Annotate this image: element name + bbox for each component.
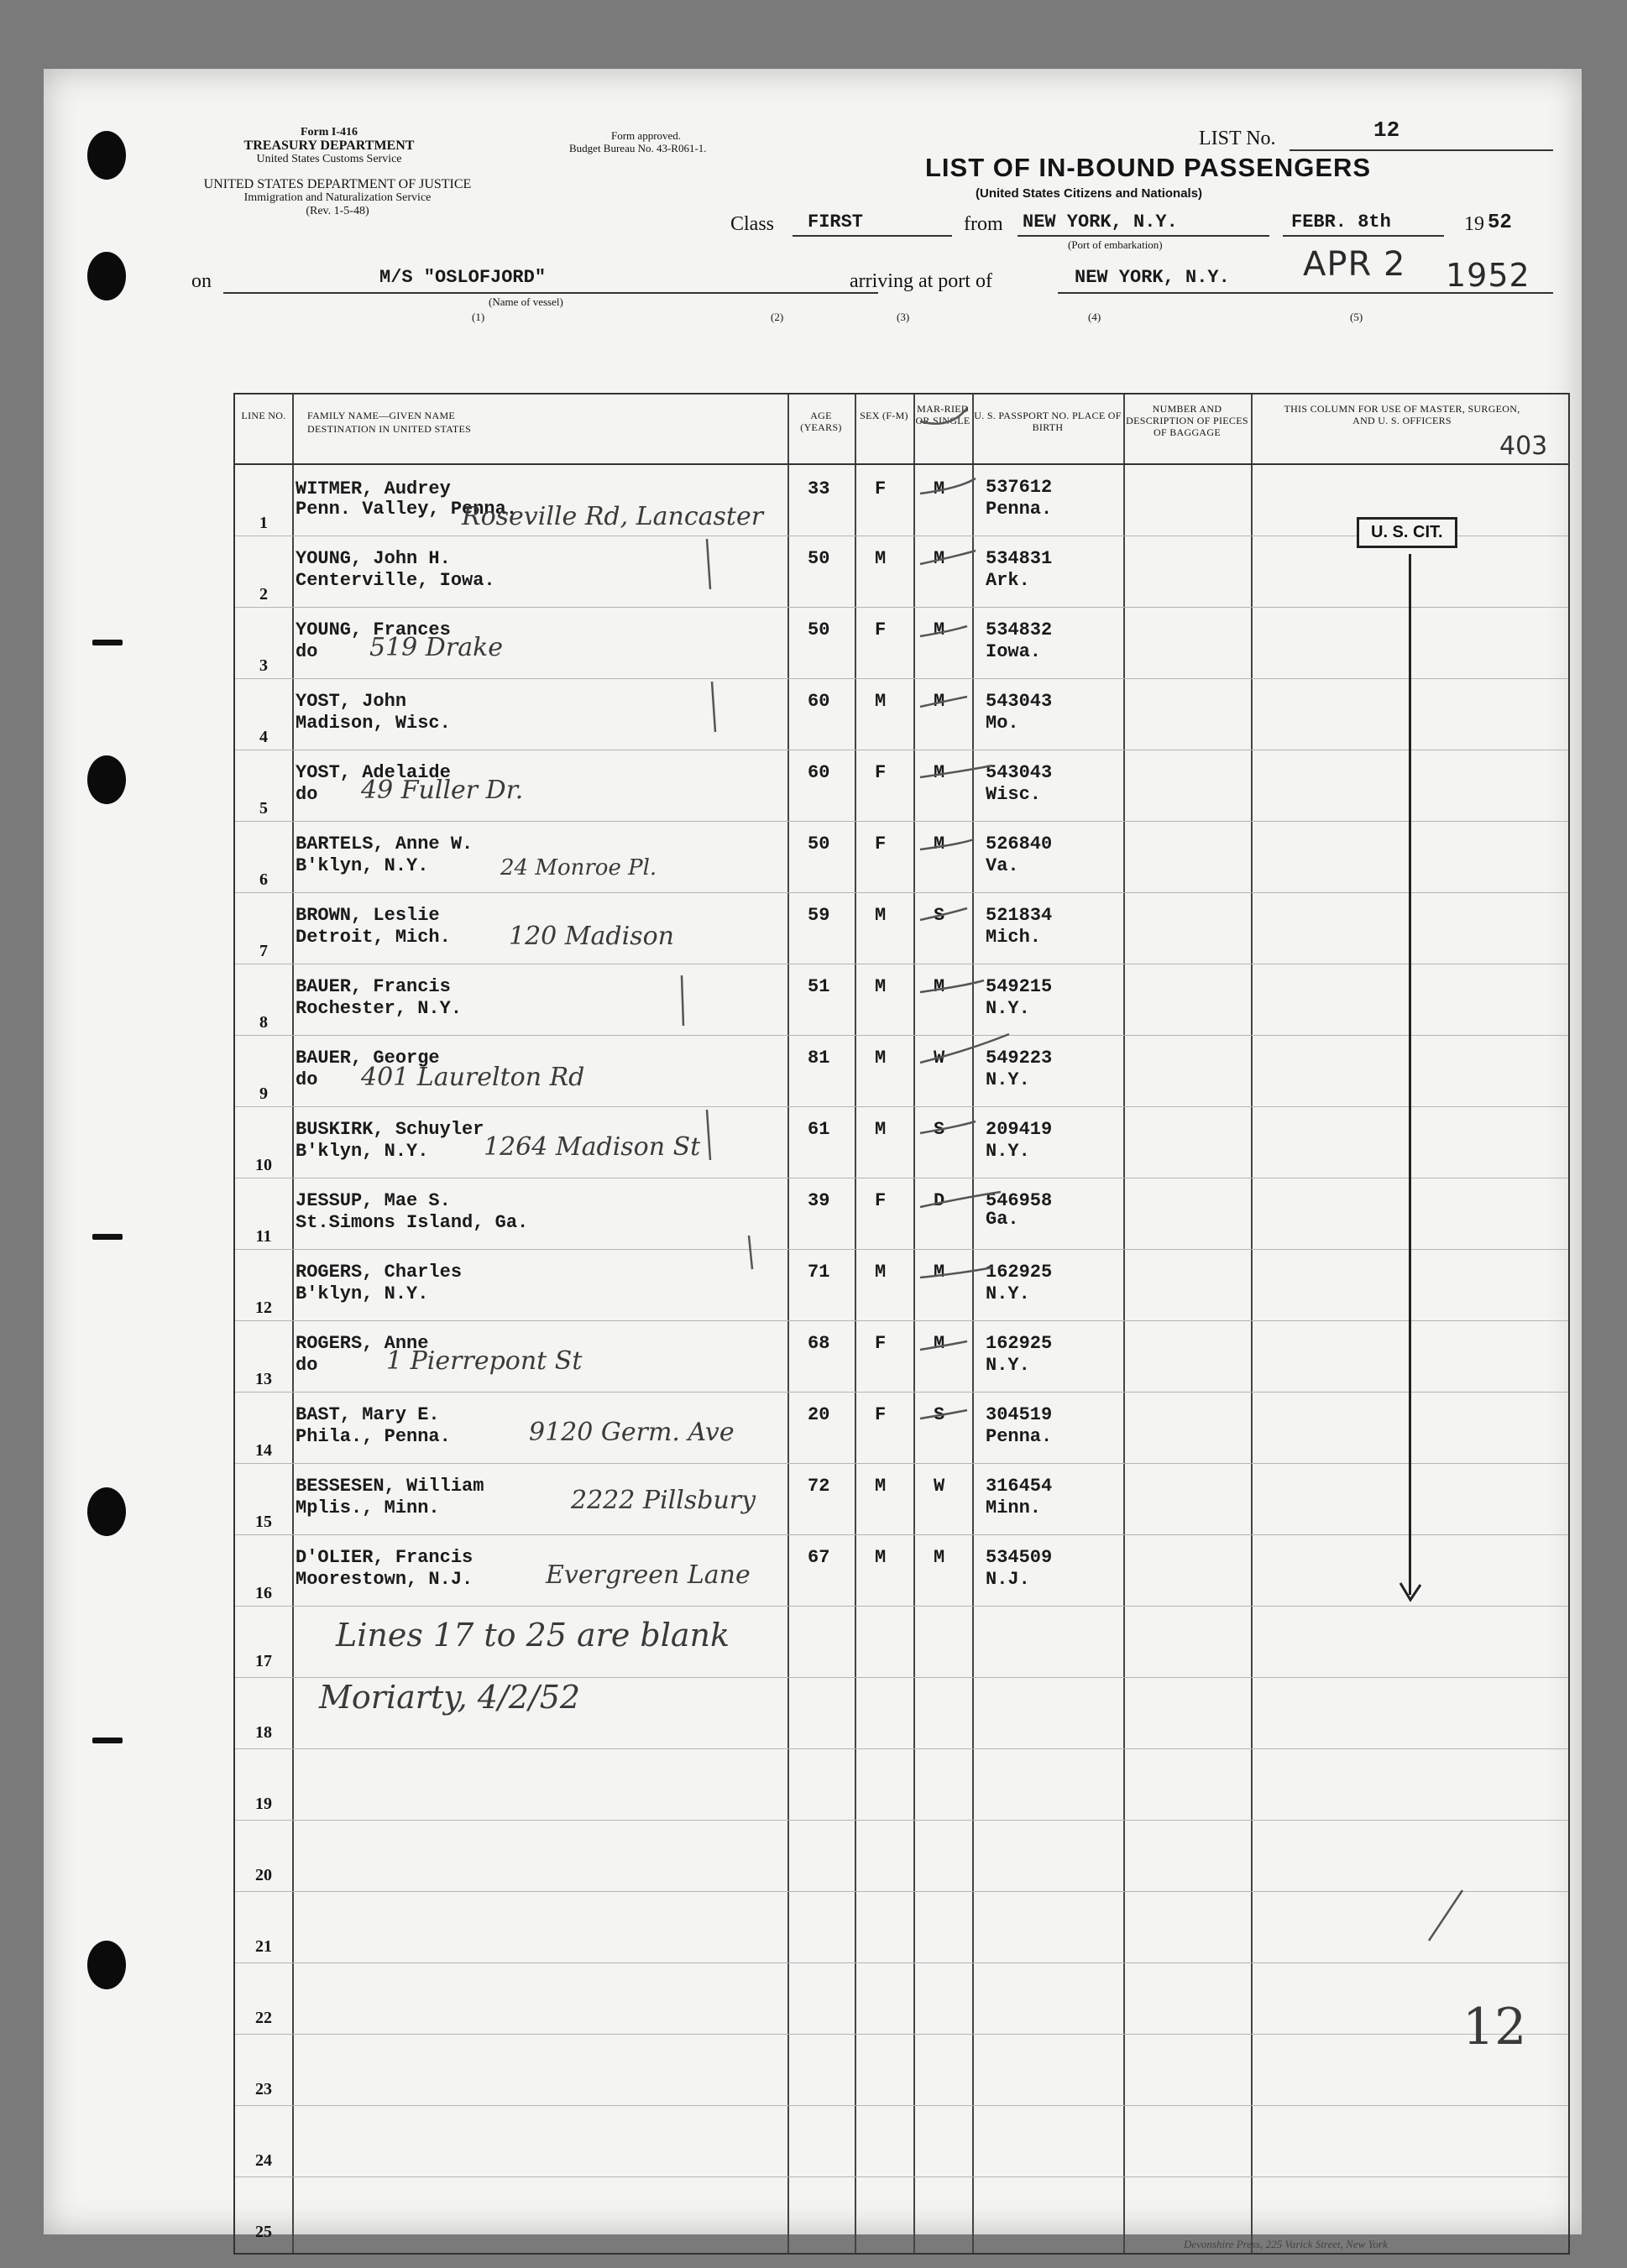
- col-head-passport: U. S. PASSPORT NO. PLACE OF BIRTH: [974, 410, 1122, 433]
- arriving-label: arriving at port of: [850, 270, 992, 292]
- passenger-destination: B'klyn, N.Y.: [296, 1283, 429, 1304]
- passenger-status: M: [934, 548, 945, 569]
- passport-number: 534832: [986, 619, 1053, 640]
- list-number: 12: [1373, 118, 1400, 143]
- line-number: 8: [259, 1013, 268, 1032]
- col-number-4: (4): [1088, 311, 1101, 323]
- birth-place: Ga.: [986, 1209, 1019, 1230]
- passenger-name: BROWN, Leslie: [296, 905, 440, 926]
- passenger-age: 51: [808, 976, 830, 997]
- passenger-name: WITMER, Audrey: [296, 478, 451, 499]
- handwritten-address: 9120 Germ. Ave: [529, 1418, 735, 1447]
- passenger-status: S: [934, 905, 945, 926]
- passport-number: 549215: [986, 976, 1053, 997]
- official-signature: Moriarty, 4/2/52: [319, 1679, 581, 1716]
- department: TREASURY DEPARTMENT: [243, 138, 415, 153]
- passenger-destination: Centerville, Iowa.: [296, 570, 495, 591]
- col-head-married: MAR-RIED OR SINGLE: [915, 403, 970, 426]
- passenger-name: YOST, John: [296, 691, 407, 712]
- passenger-sex: M: [875, 548, 887, 569]
- passenger-status: S: [934, 1404, 945, 1425]
- passenger-sex: F: [875, 834, 887, 854]
- passenger-destination: Penn. Valley, Penna.: [296, 499, 518, 520]
- passenger-status: M: [934, 834, 945, 854]
- passenger-sex: F: [875, 1190, 887, 1211]
- passenger-sex: M: [875, 1262, 887, 1283]
- passport-number: 162925: [986, 1262, 1053, 1283]
- passport-number: 543043: [986, 691, 1053, 712]
- col-number-5: (5): [1350, 311, 1363, 323]
- handwritten-address: 1264 Madison St: [484, 1132, 701, 1162]
- passenger-status: M: [934, 762, 945, 783]
- birth-place: N.Y.: [986, 1355, 1030, 1376]
- line-number: 20: [255, 1866, 272, 1884]
- document-page: [44, 69, 1582, 2250]
- passport-number: 534831: [986, 548, 1053, 569]
- birth-place: Penna.: [986, 1426, 1053, 1447]
- birth-place: N.J.: [986, 1569, 1030, 1590]
- passenger-name: BUSKIRK, Schuyler: [296, 1119, 484, 1140]
- col-head-name: FAMILY NAME—GIVEN NAME: [307, 410, 456, 421]
- from-label: from: [964, 213, 1003, 235]
- col-number-2: (2): [771, 311, 784, 323]
- handwritten-address: 1 Pierrepont St: [386, 1346, 583, 1376]
- col-head-age: AGE (YEARS): [800, 410, 842, 433]
- line-number: 4: [259, 728, 268, 746]
- passenger-name: BAST, Mary E.: [296, 1404, 440, 1425]
- port-caption: (Port of embarkation): [1068, 238, 1163, 251]
- on-label: on: [191, 270, 212, 292]
- passenger-status: W: [934, 1476, 945, 1497]
- passenger-name: YOUNG, Frances: [296, 619, 451, 640]
- line-number: 23: [255, 2080, 272, 2098]
- line-number: 19: [255, 1795, 272, 1813]
- passenger-name: BESSESEN, William: [296, 1476, 484, 1497]
- birth-place: Wisc.: [986, 784, 1042, 805]
- passenger-destination: Moorestown, N.J.: [296, 1569, 473, 1590]
- passenger-destination: St.Simons Island, Ga.: [296, 1212, 529, 1233]
- line-number: 9: [259, 1084, 268, 1103]
- col-head-line: LINE NO.: [241, 410, 286, 421]
- page-subtitle: (United States Citizens and Nationals): [976, 186, 1203, 201]
- birth-place: Va.: [986, 855, 1019, 876]
- class-value: FIRST: [808, 212, 864, 233]
- passenger-status: M: [934, 1333, 945, 1354]
- passenger-sex: M: [875, 1119, 887, 1140]
- form-approved: Form approved.: [611, 129, 682, 142]
- passenger-age: 60: [808, 691, 830, 712]
- passenger-destination: Detroit, Mich.: [296, 927, 451, 948]
- passenger-sex: M: [875, 691, 887, 712]
- page-title: LIST OF IN-BOUND PASSENGERS: [925, 153, 1372, 182]
- col-number-3: (3): [897, 311, 910, 323]
- birth-place: N.Y.: [986, 1069, 1030, 1090]
- passenger-name: JESSUP, Mae S.: [296, 1190, 451, 1211]
- year-prefix: 19: [1464, 213, 1484, 235]
- line-number: 22: [255, 2009, 272, 2027]
- passenger-status: M: [934, 1262, 945, 1283]
- handwritten-address: Evergreen Lane: [546, 1560, 751, 1590]
- passenger-destination: Phila., Penna.: [296, 1426, 451, 1447]
- passenger-name: YOUNG, John H.: [296, 548, 451, 569]
- passenger-status: M: [934, 1547, 945, 1568]
- passenger-destination: B'klyn, N.Y.: [296, 855, 429, 876]
- passport-number: 549223: [986, 1048, 1053, 1069]
- list-label: LIST No.: [1199, 128, 1276, 149]
- handwritten-address: Roseville Rd, Lancaster: [462, 502, 764, 531]
- from-value: NEW YORK, N.Y.: [1023, 212, 1178, 233]
- passenger-destination: Madison, Wisc.: [296, 713, 451, 734]
- birth-place: Penna.: [986, 499, 1053, 520]
- passport-number: 546958: [986, 1190, 1053, 1211]
- passenger-age: 71: [808, 1262, 830, 1283]
- passenger-name: BAUER, George: [296, 1048, 440, 1069]
- passport-number: 304519: [986, 1404, 1053, 1425]
- date-value: FEBR. 8th: [1291, 212, 1391, 233]
- passenger-status: M: [934, 691, 945, 712]
- passenger-age: 61: [808, 1119, 830, 1140]
- passenger-sex: F: [875, 1404, 887, 1425]
- line-number: 12: [255, 1299, 272, 1317]
- handwritten-address: 24 Monroe Pl.: [500, 855, 657, 881]
- passenger-destination: do: [296, 641, 318, 662]
- form-revision: (Rev. 1-5-48): [306, 205, 369, 217]
- line-number: 21: [255, 1937, 272, 1956]
- passenger-sex: F: [875, 1333, 887, 1354]
- handwritten-address: 2222 Pillsbury: [571, 1486, 756, 1515]
- col-head-sex: SEX (F-M): [860, 410, 908, 421]
- passenger-age: 72: [808, 1476, 830, 1497]
- birth-place: N.Y.: [986, 998, 1030, 1019]
- pencil-marks: [44, 69, 1582, 2234]
- col-head-baggage: NUMBER AND DESCRIPTION OF PIECES OF BAGGAGE: [1126, 403, 1248, 438]
- passenger-age: 59: [808, 905, 830, 926]
- printer-imprint: Devonshire Press, 225 Varick Street, New York: [1184, 2238, 1388, 2250]
- line-number: 17: [255, 1652, 272, 1670]
- line-number: 10: [255, 1156, 272, 1174]
- passenger-age: 39: [808, 1190, 830, 1211]
- arrival-port: NEW YORK, N.Y.: [1075, 267, 1230, 288]
- passenger-status: M: [934, 976, 945, 997]
- passenger-status: M: [934, 478, 945, 499]
- line-number: 25: [255, 2223, 272, 2241]
- passenger-age: 81: [808, 1048, 830, 1069]
- line-number: 15: [255, 1513, 272, 1531]
- passenger-name: BARTELS, Anne W.: [296, 834, 473, 854]
- passenger-status: W: [934, 1048, 945, 1069]
- passport-number: 521834: [986, 905, 1053, 926]
- line-number: 3: [259, 656, 268, 675]
- passenger-sex: M: [875, 1048, 887, 1069]
- vessel-name: M/S "OSLOFJORD": [379, 267, 547, 288]
- passenger-destination: do: [296, 1069, 318, 1090]
- passenger-name: ROGERS, Anne: [296, 1333, 429, 1354]
- passenger-age: 67: [808, 1547, 830, 1568]
- birth-place: Mich.: [986, 927, 1042, 948]
- passport-number: 316454: [986, 1476, 1053, 1497]
- passenger-name: YOST, Adelaide: [296, 762, 451, 783]
- handwritten-address: 401 Laurelton Rd: [361, 1063, 585, 1092]
- passenger-sex: M: [875, 976, 887, 997]
- passenger-age: 50: [808, 548, 830, 569]
- col-head-officers: THIS COLUMN FOR USE OF MASTER, SURGEON, AND U. S. OFFICERS: [1284, 403, 1520, 426]
- line-number: 24: [255, 2151, 272, 2170]
- passenger-name: D'OLIER, Francis: [296, 1547, 473, 1568]
- passenger-destination: Mplis., Minn.: [296, 1497, 440, 1518]
- passenger-destination: do: [296, 784, 318, 805]
- margin-mark: 12: [1462, 1998, 1527, 2056]
- passport-number: 209419: [986, 1119, 1053, 1140]
- birth-place: N.Y.: [986, 1283, 1030, 1304]
- justice-department: UNITED STATES DEPARTMENT OF JUSTICE: [203, 177, 472, 191]
- passenger-age: 33: [808, 478, 830, 499]
- line-number: 13: [255, 1370, 272, 1388]
- form-number: Form I-416: [300, 126, 358, 138]
- line-number: 2: [259, 585, 268, 604]
- line-number: 7: [259, 942, 268, 960]
- passenger-age: 68: [808, 1333, 830, 1354]
- side-number: 403: [1499, 431, 1548, 461]
- passport-number: 526840: [986, 834, 1053, 854]
- passenger-status: M: [934, 619, 945, 640]
- passenger-sex: F: [875, 478, 887, 499]
- passenger-age: 60: [808, 762, 830, 783]
- class-label: Class: [730, 213, 775, 235]
- line-number: 11: [255, 1227, 272, 1246]
- handwritten-address: 49 Fuller Dr.: [361, 776, 524, 805]
- line-number: 6: [259, 870, 268, 889]
- birth-place: Iowa.: [986, 641, 1042, 662]
- passenger-sex: M: [875, 1547, 887, 1568]
- passenger-destination: B'klyn, N.Y.: [296, 1141, 429, 1162]
- ins-service: Immigration and Naturalization Service: [243, 191, 432, 204]
- line-number: 5: [259, 799, 268, 818]
- passenger-destination: Rochester, N.Y.: [296, 998, 463, 1019]
- officer-stamp: U. S. CIT.: [1357, 517, 1457, 548]
- passenger-age: 20: [808, 1404, 830, 1425]
- passenger-status: D: [934, 1190, 945, 1211]
- arrival-year-stamp: 1952: [1446, 257, 1530, 294]
- passenger-age: 50: [808, 834, 830, 854]
- passenger-destination: do: [296, 1355, 318, 1376]
- passport-number: 534509: [986, 1547, 1053, 1568]
- year-suffix: 52: [1488, 212, 1512, 234]
- vessel-caption: (Name of vessel): [489, 295, 563, 308]
- passenger-status: S: [934, 1119, 945, 1140]
- passenger-sex: F: [875, 619, 887, 640]
- birth-place: Minn.: [986, 1497, 1042, 1518]
- passport-number: 537612: [986, 477, 1053, 498]
- passenger-name: ROGERS, Charles: [296, 1262, 463, 1283]
- birth-place: N.Y.: [986, 1141, 1030, 1162]
- passenger-sex: M: [875, 1476, 887, 1497]
- passenger-age: 50: [808, 619, 830, 640]
- birth-place: Ark.: [986, 570, 1030, 591]
- passenger-sex: M: [875, 905, 887, 926]
- col-head-destination: DESTINATION IN UNITED STATES: [307, 423, 472, 435]
- budget-number: Budget Bureau No. 43-R061-1.: [569, 142, 707, 154]
- handwritten-address: 519 Drake: [369, 633, 504, 662]
- birth-place: Mo.: [986, 713, 1019, 734]
- blank-lines-note: Lines 17 to 25 are blank: [336, 1617, 730, 1654]
- line-number: 18: [255, 1723, 272, 1742]
- line-number: 1: [259, 514, 268, 532]
- arrival-date-stamp: APR 2: [1303, 245, 1406, 284]
- passport-number: 543043: [986, 762, 1053, 783]
- col-number-1: (1): [472, 311, 485, 323]
- line-number: 14: [255, 1441, 272, 1460]
- passenger-name: BAUER, Francis: [296, 976, 451, 997]
- passenger-sex: F: [875, 762, 887, 783]
- line-number: 16: [255, 1584, 272, 1602]
- handwritten-address: 120 Madison: [509, 922, 674, 951]
- customs-service: United States Customs Service: [256, 153, 402, 165]
- passport-number: 162925: [986, 1333, 1053, 1354]
